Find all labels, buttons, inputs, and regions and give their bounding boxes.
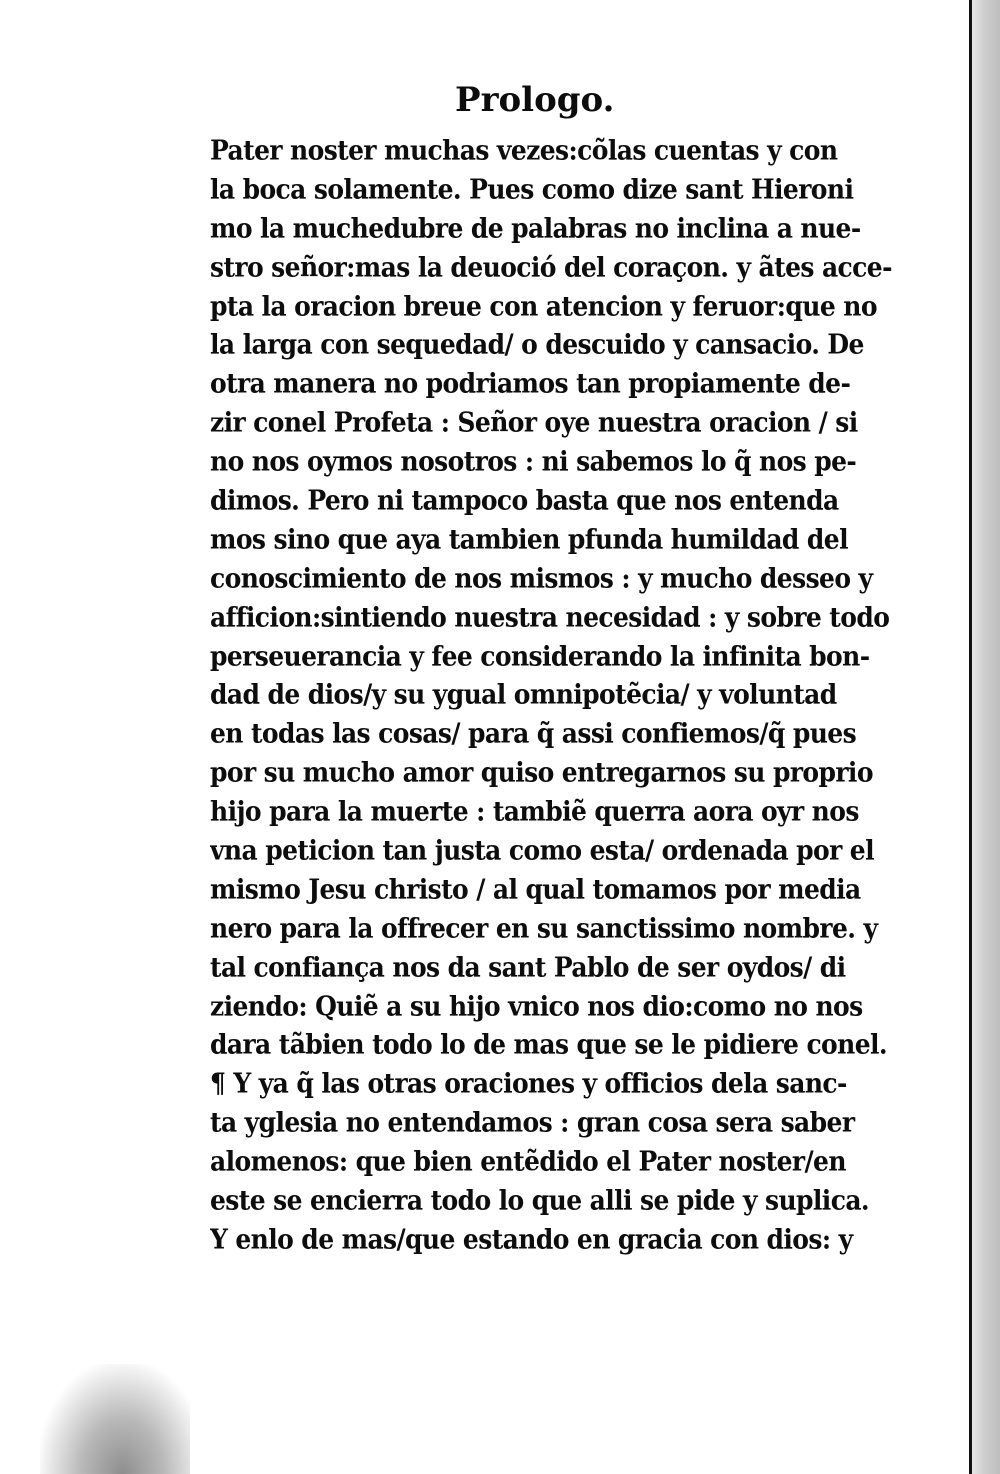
text-line: vna peticion tan justa como esta/ ordenada por el — [210, 834, 874, 867]
text-line: mo la muchedubre de palabras no inclina a nue- — [210, 212, 861, 244]
text-line: Pater noster muchas vezes:cõlas cuentas y con — [210, 134, 838, 167]
text-line: por su mucho amor quiso entregarnos su proprio — [210, 757, 873, 789]
text-line: dad de dios/y su ygual omnipotẽcia/ y voluntad — [210, 679, 837, 711]
text-line: conoscimiento de nos mismos : y mucho desseo y — [210, 562, 873, 594]
text-line: afficion:sintiendo nuestra necesidad : y sobre todo — [210, 601, 890, 633]
page-edge-line — [969, 0, 972, 1474]
text-line: perseuerancia y fee considerando la infinita bon- — [210, 640, 870, 672]
text-line: en todas las cosas/ para q̃ assi confiemos/q̃ pues — [210, 718, 857, 750]
text-line: dimos. Pero ni tampoco basta que nos entenda — [210, 484, 839, 517]
text-line: stro señor:mas la deuoció del coraçon. y ãtes acce- — [210, 251, 892, 283]
text-line: otra manera no podriamos tan propiamente de- — [210, 368, 851, 400]
running-header: Prologo. — [455, 80, 615, 120]
text-line: este se encierra todo lo que alli se pide y suplica. — [210, 1184, 870, 1217]
text-line: dara tãbien todo lo de mas que se le pidiere conel. — [210, 1029, 888, 1061]
text-line: pta la oracion breue con atencion y feruor:que no — [210, 290, 877, 322]
text-line: ziendo: Quiẽ a su hijo vnico nos dio:como no nos — [210, 990, 863, 1022]
text-line: ta yglesia no entendamos : gran cosa sera saber — [210, 1107, 855, 1139]
text-line: Y enlo de mas/que estando en gracia con dios: y — [210, 1223, 853, 1256]
text-line: ¶ Y ya q̃ las otras oraciones y officios dela sanc- — [210, 1068, 847, 1100]
text-line: no nos oymos nosotros : ni sabemos lo q̃ nos pe- — [210, 445, 857, 478]
page-edge-shadow — [970, 0, 1000, 1474]
text-line: hijo para la muerte : tambiẽ querra aora oyr nos — [210, 795, 859, 828]
text-line: nero para la offrecer en su sanctissimo nombre. y — [210, 912, 878, 944]
text-line: alomenos: que bien entẽdido el Pater noster/en — [210, 1145, 846, 1178]
text-line: la larga con sequedad/ o descuido y cansacio. De — [210, 329, 864, 361]
body-text — [210, 132, 910, 1260]
text-line: mos sino que aya tambien pfunda humildad del — [210, 523, 849, 555]
text-line: la boca solamente. Pues como dize sant Hieroni — [210, 173, 854, 205]
text-line: mismo Jesu christo / al qual tomamos por media — [210, 873, 861, 906]
text-line: tal confiança nos da sant Pablo de ser oydos/ di — [210, 951, 846, 983]
thumb-shadow — [40, 1364, 190, 1474]
text-line: zir conel Profeta : Señor oye nuestra oracion / si — [210, 406, 858, 439]
